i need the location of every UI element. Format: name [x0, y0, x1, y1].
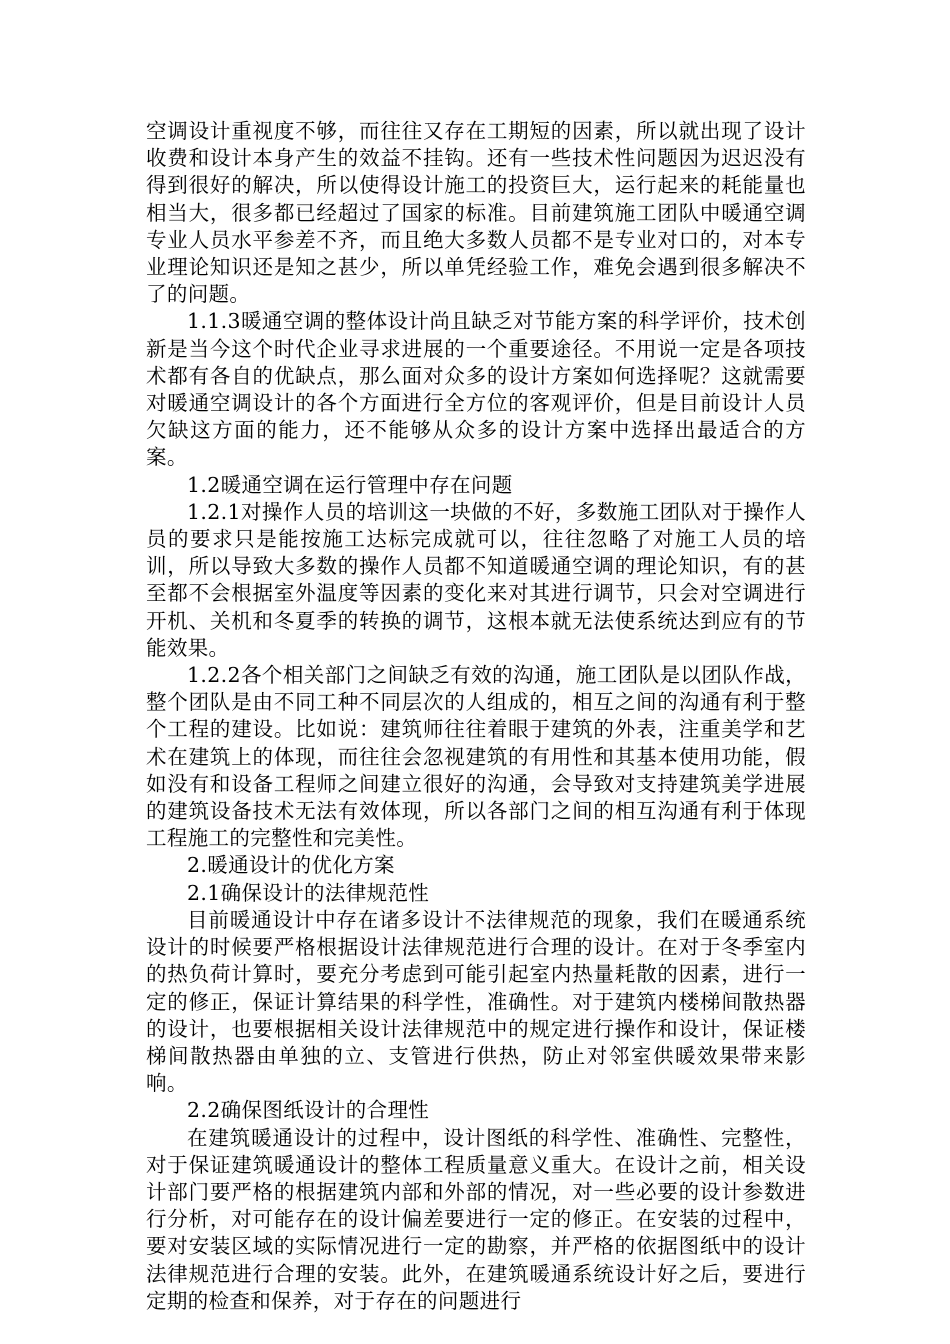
document-body — [146, 118, 806, 1315]
paragraph-heading-1-2-2: 1.2.2各个相关部门之间缺乏有效的沟通，施工团队是以团队作战，整个团队是由不同工种不同层次的人组成的，相互之间的沟通有利于整个工程的建设。比如说：建筑师往往着眼于建筑的外表，注重美学和艺术在建筑上的体现，而往往会忽视建筑的有用性和其基本使用功能，假如没有和设备工程师之间建立很好的沟通，会导致对支持建筑美学进展的建筑设备技术无法有效体现，所以各部门之间的相互沟通有利于体现工程施工的完整性和完美性。 — [146, 663, 806, 851]
section-heading-2-2: 2.2确保图纸设计的合理性 — [187, 1098, 430, 1123]
paragraph-heading-1-1-3: 1.1.3暖通空调的整体设计尚且缺乏对节能方案的科学评价，技术创新是当今这个时代企业寻求进展的一个重要途径。不用说一定是各项技术都有各自的优缺点，那么面对众多的设计方案如何选择呢？这就需要对暖通空调设计的各个方面进行全方位的客观评价，但是目前设计人员欠缺这方面的能力，还不能够从众多的设计方案中选择出最适合的方案。 — [146, 309, 806, 470]
paragraph: 空调设计重视度不够，而往往又存在工期短的因素，所以就出现了设计收费和设计本身产生的效益不挂钩。还有一些技术性问题因为迟迟没有得到很好的解决，所以使得设计施工的投资巨大，运行起来的耗能量也相当大，很多都已经超过了国家的标准。目前建筑施工团队中暖通空调专业人员水平参差不齐，而且绝大多数人员都不是专业对口的，对本专业理论知识还是知之甚少，所以单凭经验工作，难免会遇到很多解决不了的问题。 — [146, 119, 806, 307]
section-heading-2: 2.暖通设计的优化方案 — [187, 853, 395, 878]
section-heading-2-1: 2.1确保设计的法律规范性 — [187, 880, 430, 905]
paragraph-heading-1-2-1: 1.2.1对操作人员的培训这一块做的不好，多数施工团队对于操作人员的要求只是能按施工达标完成就可以，往往忽略了对施工人员的培训，所以导致大多数的操作人员都不知道暖通空调的理论知识，有的甚至都不会根据室外温度等因素的变化来对其进行调节，只会对空调进行开机、关机和冬夏季的转换的调节，这根本就无法使系统达到应有的节能效果。 — [146, 499, 806, 660]
paragraph: 在建筑暖通设计的过程中，设计图纸的科学性、准确性、完整性，对于保证建筑暖通设计的整体工程质量意义重大。在设计之前，相关设计部门要严格的根据建筑内部和外部的情况，对一些必要的设计参数进行分析，对可能存在的设计偏差要进行一定的修正。在安装的过程中，要对安装区域的实际情况进行一定的勘察，并严格的依据图纸中的设计法律规范进行合理的安装。此外，在建筑暖通系统设计好之后，要进行定期的检查和保养，对于存在的问题进行 — [146, 1125, 806, 1313]
section-heading-1-2: 1.2暖通空调在运行管理中存在问题 — [187, 472, 513, 497]
paragraph: 目前暖通设计中存在诸多设计不法律规范的现象，我们在暖通系统设计的时候要严格根据设计法律规范进行合理的设计。在对于冬季室内的热负荷计算时，要充分考虑到可能引起室内热量耗散的因素，进行一定的修正，保证计算结果的科学性，准确性。对于建筑内楼梯间散热器的设计，也要根据相关设计法律规范中的规定进行操作和设计，保证楼梯间散热器由单独的立、支管进行供热，防止对邻室供暖效果带来影响。 — [146, 907, 806, 1096]
